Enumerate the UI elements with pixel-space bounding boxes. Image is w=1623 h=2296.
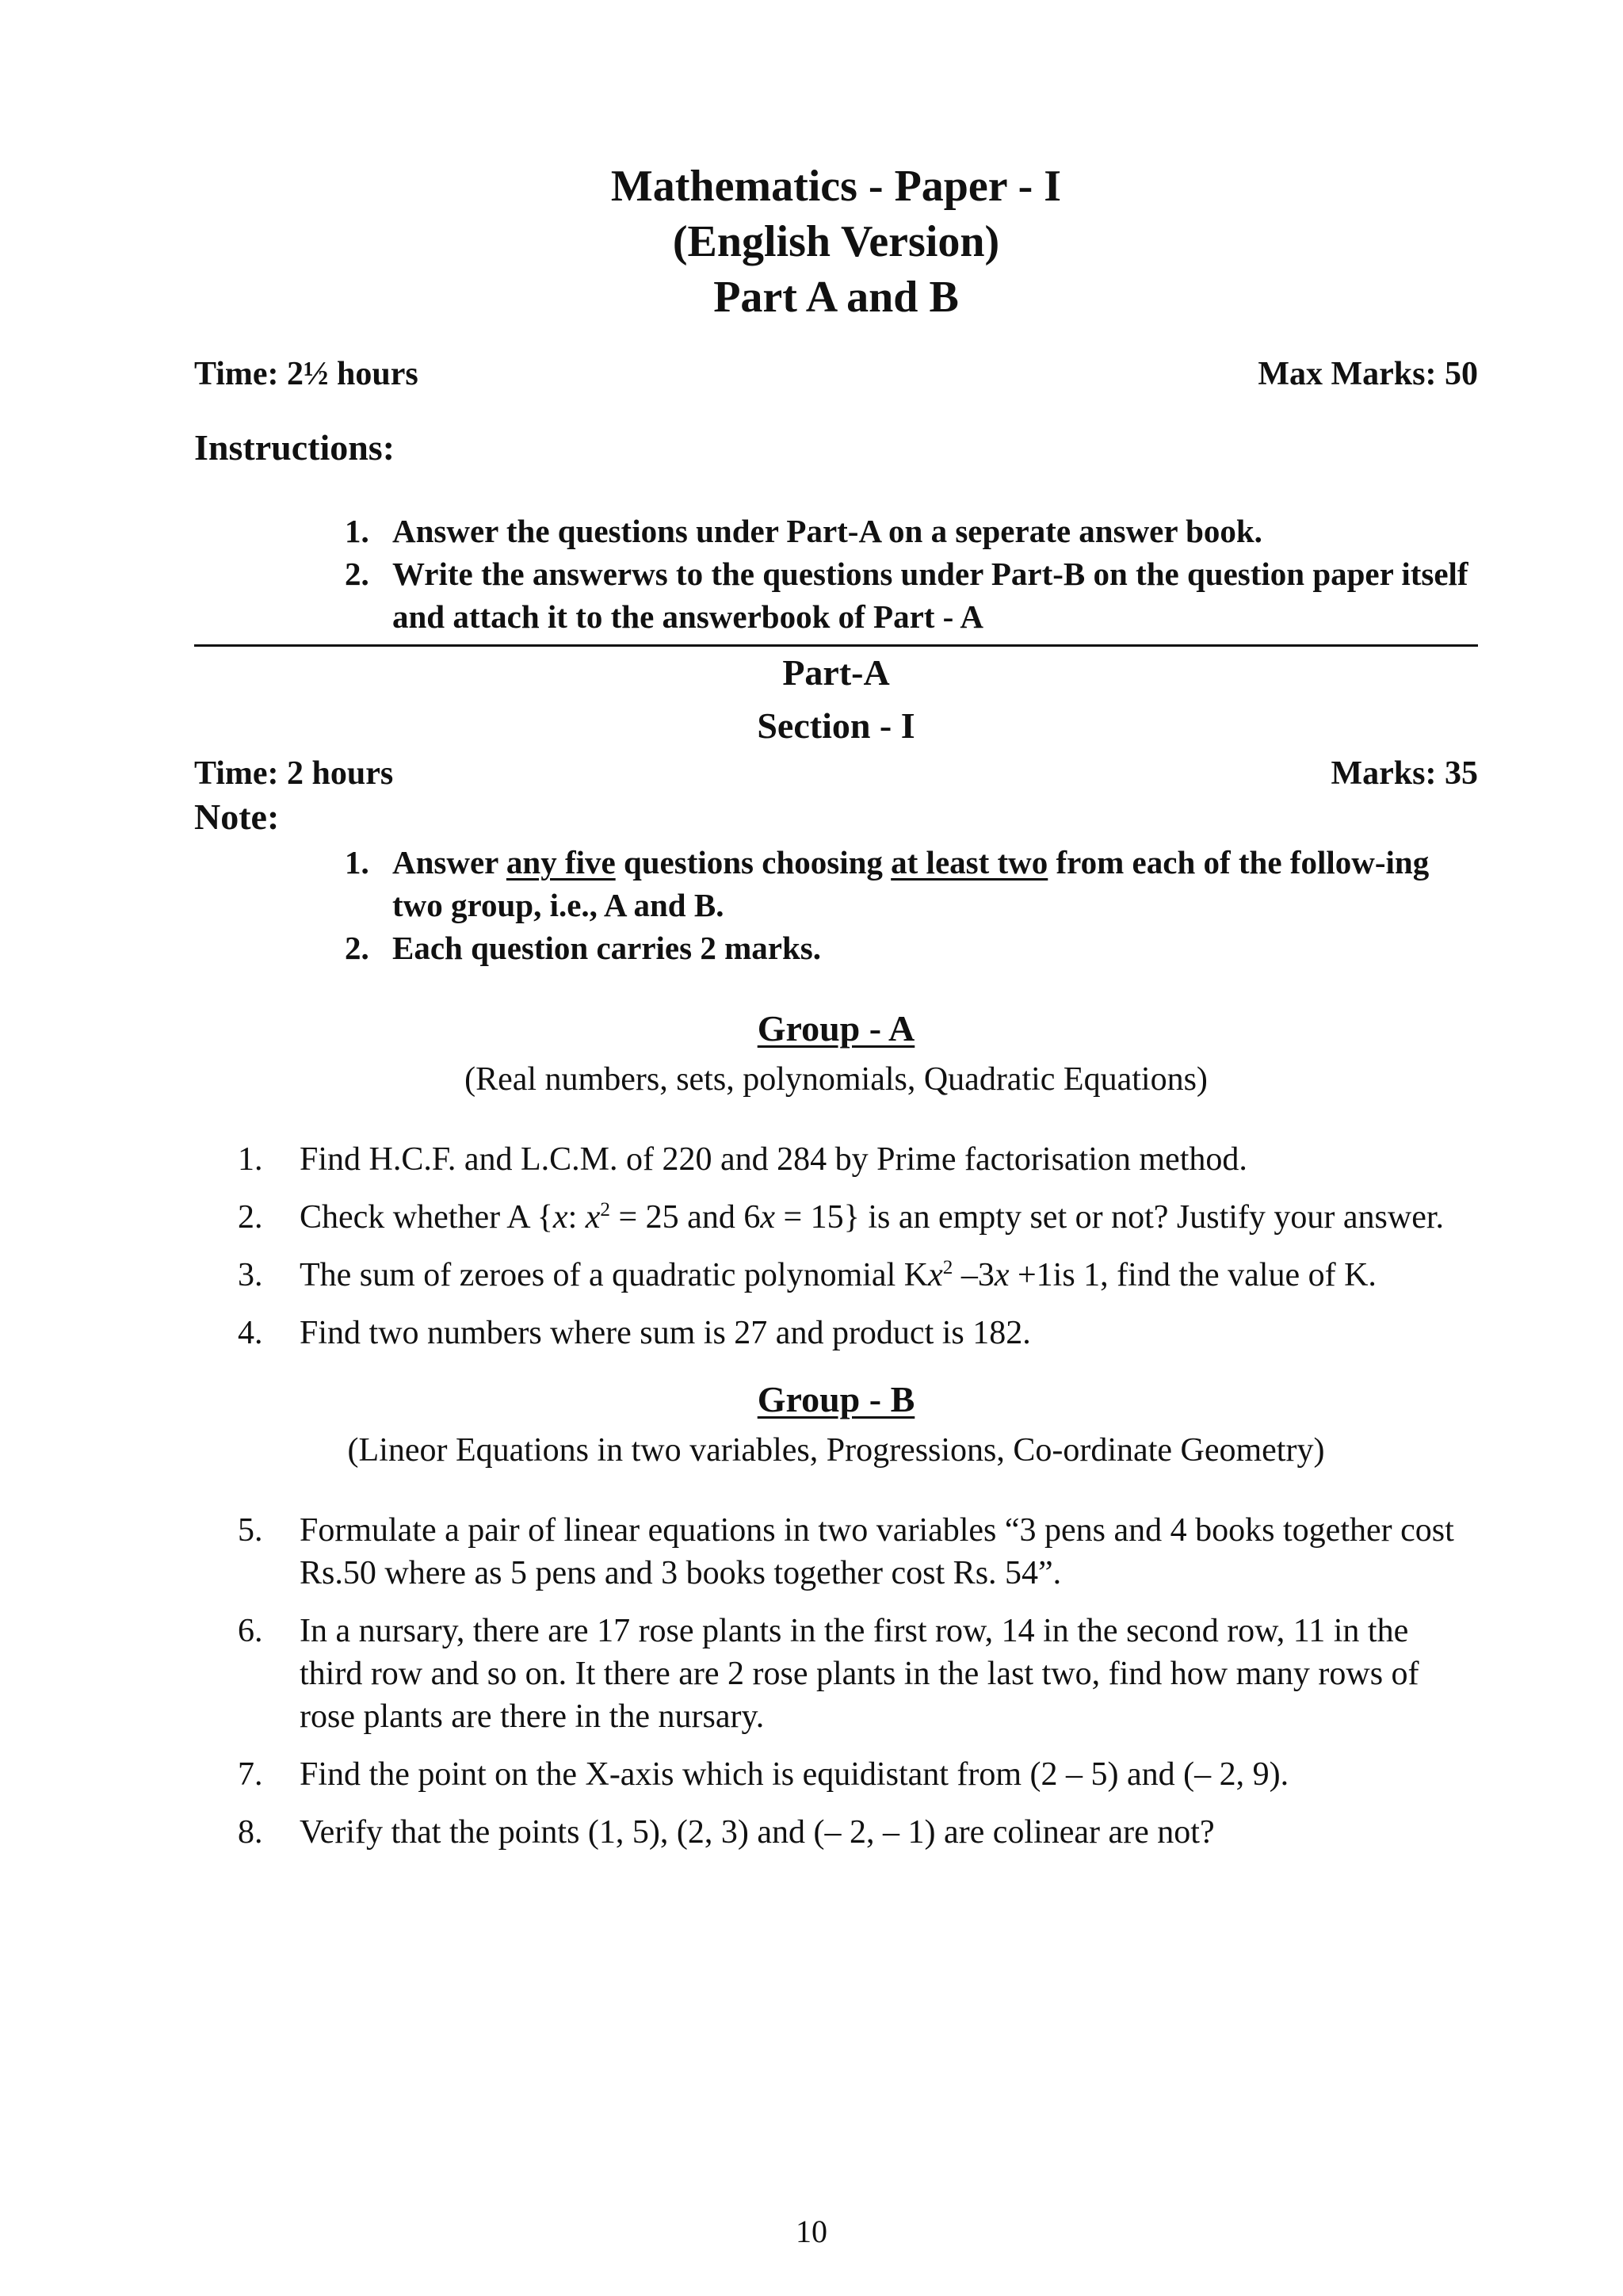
group-a-questions [194, 1138, 1478, 1354]
part-a-marks: Marks: 35 [1331, 755, 1478, 792]
question-item [238, 1254, 1478, 1297]
question-number: 6. [238, 1613, 263, 1649]
note-number: 1. [345, 844, 369, 881]
part-a-time-marks-row [194, 755, 1478, 793]
paper-title [194, 159, 1478, 325]
part-a-heading: Part-A [782, 652, 890, 693]
note-text: Each question carries 2 marks. [392, 930, 821, 966]
group-b-questions [194, 1509, 1478, 1854]
question-item [238, 1509, 1478, 1595]
question-text: Find two numbers where sum is 27 and product is 182. [300, 1315, 1031, 1351]
question-text: Find the point on the X-axis which is equidistant from (2 – 5) and (– 2, 9). [300, 1756, 1289, 1793]
question-text: In a nursary, there are 17 rose plants in the first row, 14 in the second row, 11 in the third row and so on. It there are 2 rose plants in the last two, find how many rows of rose plants are there in the nursary. [300, 1613, 1419, 1735]
question-item [238, 1312, 1478, 1354]
instruction-number: 2. [345, 556, 369, 592]
question-number: 1. [238, 1141, 263, 1178]
question-item [238, 1610, 1478, 1738]
question-item [238, 1753, 1478, 1796]
question-number: 4. [238, 1315, 263, 1351]
instruction-text: Answer the questions under Part-A on a seperate answer book. [392, 513, 1262, 549]
title-line-2: (English Version) [672, 217, 1000, 266]
question-number: 3. [238, 1257, 263, 1293]
part-a-time: Time: 2 hours [194, 755, 394, 792]
instruction-item [345, 510, 1478, 552]
divider-line [194, 644, 1478, 647]
question-text: Find H.C.F. and L.C.M. of 220 and 284 by Prime factorisation method. [300, 1141, 1247, 1178]
question-number: 2. [238, 1199, 263, 1236]
note-item [345, 926, 1478, 969]
group-a-topics: (Real numbers, sets, polynomials, Quadratic Equations) [464, 1061, 1208, 1098]
question-text: The sum of zeroes of a quadratic polynomial Kx$^2$ –3x +1is 1, find the value of K. [300, 1257, 1377, 1293]
question-number: 8. [238, 1814, 263, 1851]
question-item [238, 1138, 1478, 1181]
instructions-list [194, 510, 1478, 638]
exam-page [194, 159, 1478, 1869]
max-marks: Max Marks: 50 [1258, 356, 1478, 392]
question-text: Verify that the points (1, 5), (2, 3) and (– 2, – 1) are colinear are not? [300, 1814, 1215, 1851]
title-line-1: Mathematics - Paper - I [610, 162, 1062, 211]
underlined-at-least-two: at least two [891, 844, 1048, 881]
group-b-topics: (Lineor Equations in two variables, Progressions, Co-ordinate Geometry) [347, 1432, 1325, 1469]
time-marks-row [194, 355, 1478, 393]
section-heading: Section - I [757, 705, 915, 746]
question-number: 5. [238, 1512, 263, 1549]
note-list [194, 841, 1478, 969]
note-text: Answer any five questions choosing at least two from each of the follow-ing two group, i.e., A and B. [392, 844, 1430, 923]
underlined-any-five: any five [506, 844, 616, 881]
instruction-text: Write the answerws to the questions under Part-B on the question paper itself and attach it to the answerbook of Part - A [392, 556, 1468, 635]
group-b-heading: Group - B [757, 1379, 915, 1419]
total-time: Time: 2½ hours [194, 356, 418, 392]
group-a-heading: Group - A [757, 1008, 915, 1049]
instructions-label: Instructions: [194, 427, 395, 468]
note-label: Note: [194, 797, 280, 837]
question-number: 7. [238, 1756, 263, 1793]
question-item [238, 1196, 1478, 1239]
question-item [238, 1811, 1478, 1854]
note-number: 2. [345, 930, 369, 966]
instruction-number: 1. [345, 513, 369, 549]
instruction-item [345, 552, 1478, 638]
note-item [345, 841, 1478, 926]
question-text: Formulate a pair of linear equations in two variables “3 pens and 4 books together cost Rs.50 where as 5 pens and 3 books together cost Rs. 54”. [300, 1512, 1454, 1591]
question-text: Check whether A {x: $x^2 = 25$ and 6x = 15} is an empty set or not? Justify your answer. [300, 1199, 1445, 1236]
page-number: 10 [796, 2214, 827, 2249]
title-line-3: Part A and B [713, 273, 959, 322]
